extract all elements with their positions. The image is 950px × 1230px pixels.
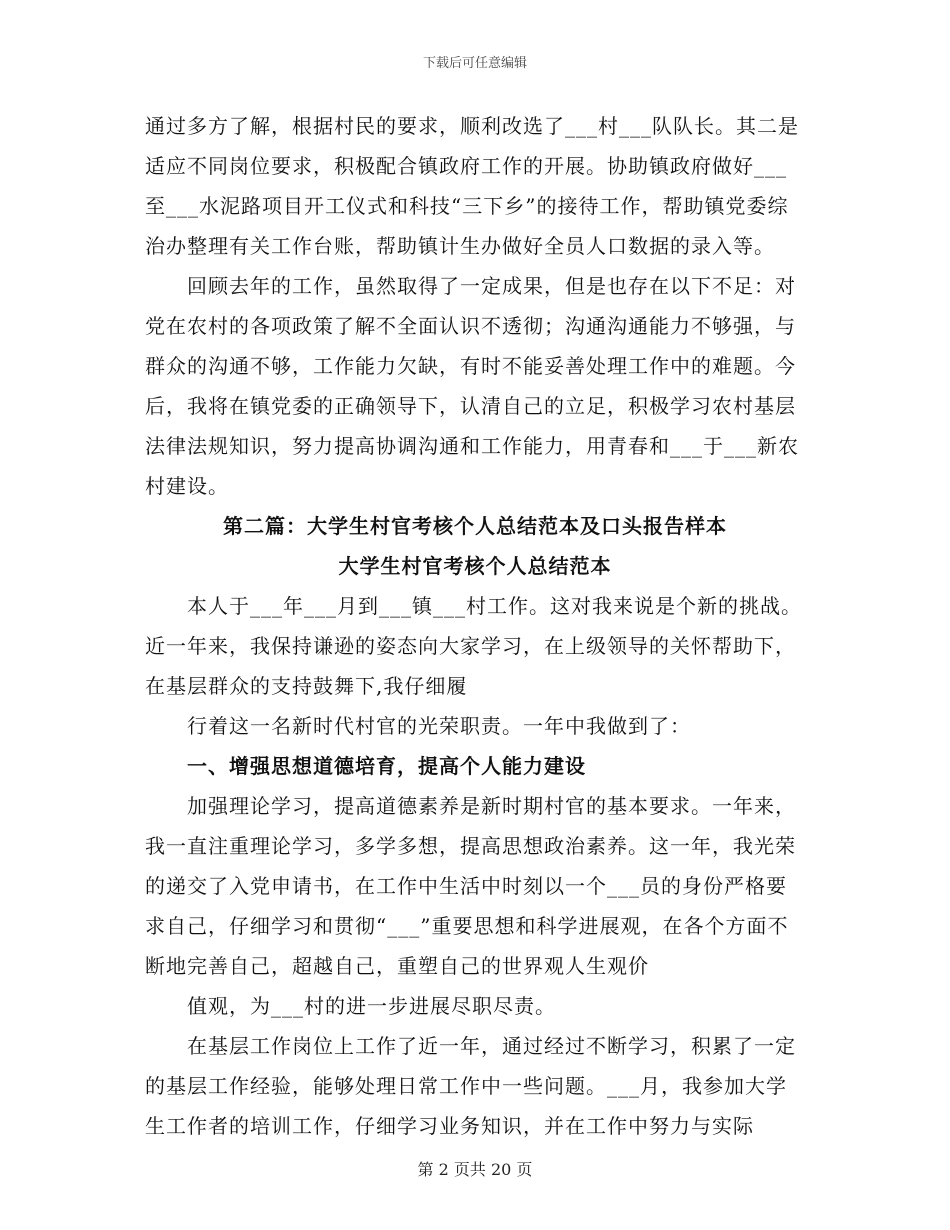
- section-title: 第二篇：大学生村官考核个人总结范本及口头报告样本: [223, 514, 727, 538]
- document-body: [145, 106, 805, 1146]
- paragraph: 加强理论学习，提高道德素养是新时期村官的基本要求。一年来，我一直注重理论学习，多学多想，提高思想政治素养。这一年，我光荣的递交了入党申请书，在工作中生活中时刻以一个___员的身份严格要求自己，仔细学习和贯彻“___”重要思想和科学进展观，在各个方面不断地完善自己，超越自己，重塑自己的世界观人生观价: [145, 794, 796, 978]
- paragraph: 值观，为___村的进一步进展尽职尽责。: [187, 994, 556, 1018]
- document-title: 大学生村官考核个人总结范本: [338, 554, 612, 578]
- paragraph: 在基层工作岗位上工作了近一年，通过经过不断学习，积累了一定的基层工作经验，能够处理日常工作中一些问题。___月，我参加大学生工作者的培训工作，仔细学习业务知识，并在工作中努力与实际: [145, 1034, 796, 1138]
- paragraph: 本人于___年___月到___镇___村工作。这对我来说是个新的挑战。近一年来，我保持谦逊的姿态向大家学习，在上级领导的关怀帮助下，在基层群众的支持鼓舞下,我仔细履: [145, 594, 802, 698]
- paragraph: 通过多方了解，根据村民的要求，顺利改选了___村___队队长。其二是适应不同岗位要求，积极配合镇政府工作的开展。协助镇政府做好___至___水泥路项目开工仪式和科技“三下乡”的接待工作，帮助镇党委综治办整理有关工作台账，帮助镇计生办做好全员人口数据的录入等。: [145, 114, 799, 258]
- page-footer: 第 2 页共 20 页: [417, 1160, 533, 1179]
- paragraph: 行着这一名新时代村官的光荣职责。一年中我做到了：: [187, 714, 691, 738]
- page-header: 下载后可任意编辑: [422, 56, 527, 71]
- section-heading: 一、增强思想道德培育，提高个人能力建设: [187, 754, 586, 778]
- paragraph: 回顾去年的工作，虽然取得了一定成果，但是也存在以下不足：对党在农村的各项政策了解不全面认识不透彻；沟通沟通能力不够强，与群众的沟通不够，工作能力欠缺，有时不能妥善处理工作中的难题。今后，我将在镇党委的正确领导下，认清自己的立足，积极学习农村基层法律法规知识，努力提高协调沟通和工作能力，用青春和___于___新农村建设。: [145, 274, 799, 498]
